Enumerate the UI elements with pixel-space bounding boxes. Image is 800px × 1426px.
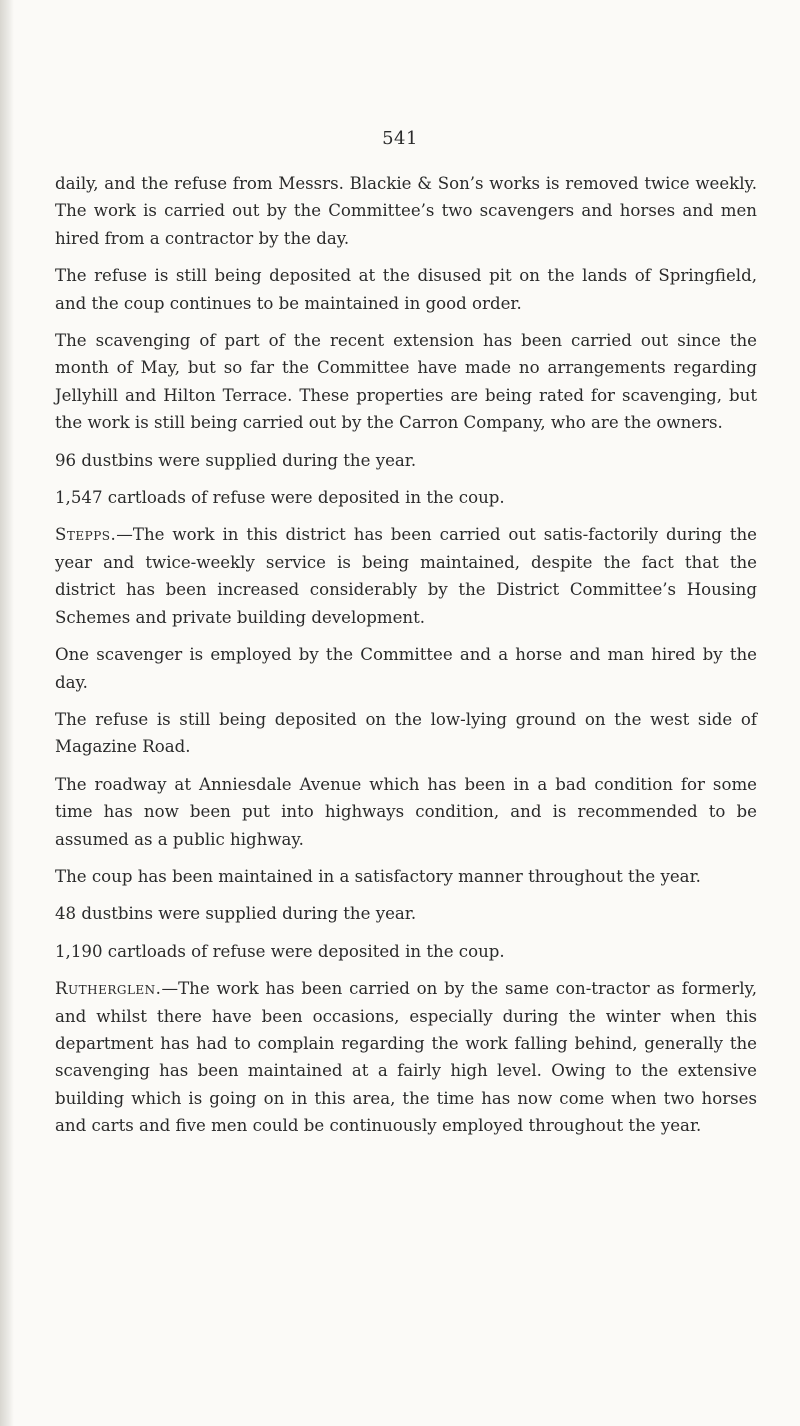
paragraph-12: 1,190 cartloads of refuse were deposited in the coup.: [55, 941, 505, 961]
paragraph-8: The refuse is still being deposited on the low-lying ground on the west side of Magazine Road.: [55, 709, 757, 757]
section-heading-stepps: Stepps.: [55, 525, 117, 545]
section-heading-rutherglen: Rutherglen.: [55, 979, 162, 999]
paragraph-3: The scavenging of part of the recent extension has been carried out since the month of May, but so far the Committee have made no arrangements regarding Jellyhill and Hilton Terrace. These properties are being rated for scavenging, but the work is still being carried out by the Carron Company, who are the owners.: [55, 331, 757, 433]
paragraph-4: 96 dustbins were supplied during the year.: [55, 450, 417, 470]
paragraph-stepps: Stepps.—The work in this district has been carried out satis-factorily during the year and twice-weekly service is being maintained, despite the fact that the district has been increased considerably by the District Committee’s Housing Schemes and private building development.: [55, 525, 757, 627]
paragraph-9: The roadway at Anniesdale Avenue which has been in a bad condition for some time has now been put into highways condition, and is recommended to be assumed as a public highway.: [55, 774, 757, 849]
paragraph-5: 1,547 cartloads of refuse were deposited in the coup.: [55, 488, 505, 508]
paragraph-10: The coup has been maintained in a satisfactory manner throughout the year.: [55, 866, 701, 886]
page-number: 541: [382, 128, 418, 149]
body-text: [55, 170, 757, 1150]
paragraph-1: daily, and the refuse from Messrs. Blackie & Son’s works is removed twice weekly. The work is carried out by the Committee’s two scavengers and horses and men hired from a contractor by the day.: [55, 174, 757, 248]
paragraph-rutherglen: Rutherglen.—The work has been carried on by the same con-tractor as formerly, and whilst there have been occasions, especially during the winter when this department has had to complain regarding the work falling behind, generally the scavenging has been maintained at a fairly high level. Owing to the extensive building which is going on in this area, the time has now come when two horses and carts and five men could be continuously employed throughout the year.: [55, 979, 757, 1136]
paragraph-2: The refuse is still being deposited at the disused pit on the lands of Springfield, and the coup continues to be maintained in good order.: [55, 266, 757, 313]
paragraph-7: One scavenger is employed by the Committee and a horse and man hired by the day.: [55, 645, 757, 692]
paragraph-6: The work in this district has been carried out satis-factorily during the year and twice-weekly service is being maintained, despite the fact that the district has been increased considerably by the District Committee’s Housing Schemes and private building development.: [55, 525, 757, 627]
paragraph-11: 48 dustbins were supplied during the year.: [55, 904, 417, 924]
paragraph-13: The work has been carried on by the same con-tractor as formerly, and whilst there have been occasions, especially during the winter when this department has had to complain regarding the work falling behind, generally the scavenging has been maintained at a fairly high level. Owing to the extensive building which is going on in this area, the time has now come when two horses and carts and five men could be continuously employed throughout the year.: [55, 979, 757, 1136]
page-edge-shadow: [0, 0, 14, 1426]
